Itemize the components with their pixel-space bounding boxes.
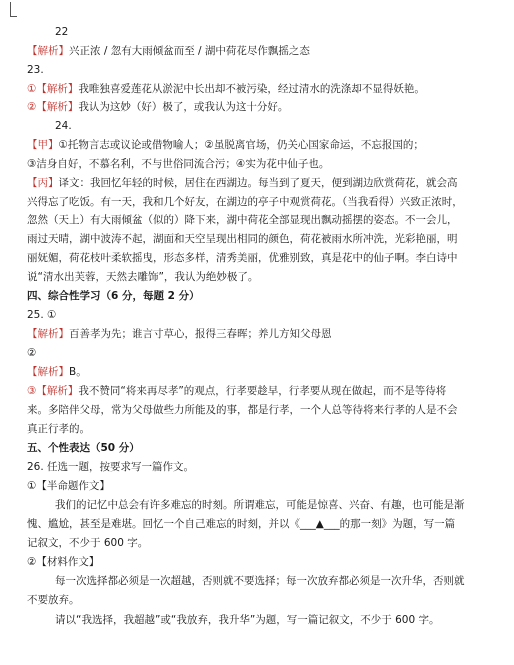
- document-line: [27, 594, 80, 607]
- document-line: [27, 385, 446, 398]
- document-line: [55, 575, 465, 588]
- line-text: 说“清水出芙蓉，天然去雕饰”，我认为绝妙极了。: [27, 271, 259, 283]
- line-text: 雨过天晴，湖中波涛不起，湖面和天空呈现出相同的颜色，荷花被雨水所冲洗，光彩艳丽，明: [27, 233, 458, 245]
- document-line: [55, 614, 439, 627]
- answer-tag: ①【解析】: [27, 83, 79, 95]
- document-line: [27, 556, 99, 569]
- document-line: [27, 518, 455, 531]
- line-text: 百善孝为先；谁言寸草心，报得三春晖；养儿方知父母恩: [69, 328, 332, 340]
- document-line: [27, 158, 329, 171]
- document-line: [27, 404, 458, 417]
- line-text: 26. 任选一题，按要求写一篇作文。: [27, 461, 195, 473]
- document-line: [55, 120, 72, 133]
- document-line: [27, 271, 258, 284]
- answer-tag: ③【解析】: [27, 385, 79, 397]
- document-line: [27, 45, 310, 58]
- document-line: [27, 233, 458, 246]
- document-line: [27, 328, 332, 341]
- line-text: 记叙文，不少于 600 字。: [27, 537, 149, 549]
- document-line: [27, 347, 36, 360]
- document-line: [27, 101, 288, 114]
- line-text: 我认为这妙（好）极了，或我认为这十分好。: [78, 101, 289, 113]
- line-text: 译文：我回忆年轻的时候，居住在西湖边。每当到了夏天，便到湖边欣赏荷花，就会高: [58, 177, 458, 189]
- document-line: [27, 480, 110, 493]
- document-line: [27, 290, 200, 303]
- answer-tag: 【甲】: [27, 139, 59, 151]
- line-text: 22: [55, 26, 69, 38]
- line-text: 忽然（天上）有大雨倾盆（似的）降下来，湖中荷花全部显现出飘动摇摆的姿态。不一会儿，: [27, 214, 458, 226]
- document-line: [27, 366, 87, 379]
- document-line: [27, 537, 148, 550]
- document-line: [27, 64, 44, 77]
- line-text: 丽妩媚，荷花枝叶柔软摇曳，形态多样，清秀美丽，优雅别致，真是花中的仙子啊。李白诗中: [27, 252, 458, 264]
- answer-tag: 【解析】: [27, 366, 69, 378]
- line-text: ③洁身自好，不慕名利，不与世俗同流合污；④实为花中仙子也。: [27, 158, 330, 170]
- line-text: ①托物言志或议论或借物喻人；②虽脱离官场，仍关心国家命运，不忘报国的；: [58, 139, 424, 151]
- line-text: 不要放弃。: [27, 594, 80, 606]
- document-line: [27, 461, 194, 474]
- document-line: [27, 177, 458, 190]
- line-text: 25. ①: [27, 309, 57, 321]
- document-line: [27, 214, 458, 227]
- line-text: 23.: [27, 64, 44, 76]
- line-text: 每一次选择都必须是一次超越，否则就不要选择；每一次放弃都必须是一次升华，否则就: [55, 575, 465, 587]
- line-text: 来。多陪伴父母，常为父母做些力所能及的事，都是行孝，一个人总等待将来行孝的人是不会: [27, 404, 458, 416]
- answer-tag: 【解析】: [27, 45, 69, 57]
- line-text: 五、个性表达（50 分）: [27, 442, 140, 454]
- line-text: 真正行孝的。: [27, 423, 90, 435]
- document-line: [55, 26, 68, 39]
- document-line: [27, 442, 140, 455]
- document-line: [27, 83, 425, 96]
- document-line: [27, 423, 90, 436]
- line-text: 24.: [55, 120, 72, 132]
- page-corner-mark: [10, 2, 17, 17]
- line-text: B。: [69, 366, 87, 378]
- line-text: 我唯独喜爱莲花从淤泥中长出却不被污染，经过清水的洗涤却不显得妖艳。: [78, 83, 425, 95]
- line-text: 兴得忘了吃饭。有一天，我和几个好友，在湖边的亭子中观赏荷花。（当我看得）兴致正浓时，: [27, 196, 463, 208]
- line-text: ①【半命题作文】: [27, 480, 110, 492]
- document-line: [27, 309, 56, 322]
- line-text: ②: [27, 347, 37, 359]
- document-line: [27, 196, 463, 209]
- answer-tag: 【丙】: [27, 177, 59, 189]
- document-line: [55, 499, 465, 512]
- line-text: ②【材料作文】: [27, 556, 100, 568]
- document-line: [27, 139, 424, 152]
- line-text: 四、综合性学习（6 分，每题 2 分）: [27, 290, 200, 302]
- line-text: 愧、尴尬，甚至是难堪。回忆一个自己难忘的时刻，并以《___▲___的那一刻》为题，写一篇: [27, 518, 456, 530]
- line-text: 我们的记忆中总会有许多难忘的时刻。所谓难忘，可能是惊喜、兴奋、有趣，也可能是渐: [55, 499, 465, 511]
- line-text: 请以“我选择，我超越”或“我放弃，我升华”为题，写一篇记叙文，不少于 600 字。: [55, 614, 440, 626]
- answer-tag: 【解析】: [27, 328, 69, 340]
- answer-tag: ②【解析】: [27, 101, 79, 113]
- line-text: 我不赞同“将来再尽孝”的观点，行孝要趁早，行孝要从现在做起，而不是等待将: [78, 385, 447, 397]
- line-text: 兴正浓 / 忽有大雨倾盆而至 / 湖中荷花尽作飘摇之态: [69, 45, 310, 57]
- document-line: [27, 252, 458, 265]
